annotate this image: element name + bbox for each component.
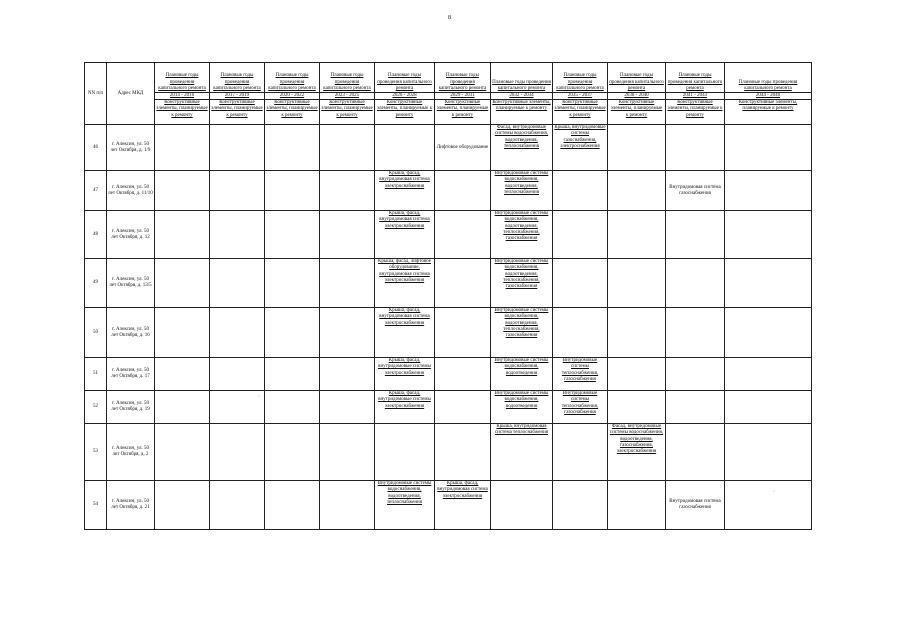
repair-elements-cell — [210, 171, 265, 211]
header-period-years: 2032 - 2034 — [491, 93, 553, 100]
header-row-elements — [85, 100, 812, 125]
repair-elements-cell: Крыша, фасад, внутридомовая система электроснабжения — [375, 308, 435, 358]
table-row — [85, 259, 812, 308]
repair-elements-cell — [666, 259, 725, 308]
repair-elements-cell: Крыша, фасад, внутридомовая система электроснабжения — [435, 481, 491, 530]
repair-elements-cell — [265, 391, 320, 424]
repair-elements-cell — [553, 171, 608, 211]
repair-elements-cell — [320, 308, 375, 358]
repair-elements-cell: Внутридомовые системы водоснабжения, водоотведения, теплоснабжения — [491, 171, 553, 211]
repair-elements-cell — [725, 259, 812, 308]
repair-elements-cell — [320, 424, 375, 481]
row-number: 46 — [85, 125, 107, 171]
repair-elements-cell: Внутридомовые системы водоснабжения, водоотведения, теплоснабжения — [375, 481, 435, 530]
repair-elements-cell — [666, 308, 725, 358]
repair-elements-cell — [435, 391, 491, 424]
header-period-years: 2035 - 2037 — [553, 93, 608, 100]
header-period-title: Плановые годы проведения капитального ремонта — [725, 63, 812, 93]
table-row — [85, 424, 812, 481]
row-address: г. Алексин, ул. 50 лет Октября, д. 11/10 — [107, 171, 155, 211]
repair-elements-cell: Фасад, внутридомовые системы водоснабжения, водоотведения, газоснабжения, электроснабжения — [608, 424, 666, 481]
repair-elements-cell — [725, 358, 812, 391]
repair-elements-cell — [155, 481, 210, 530]
repair-elements-cell — [725, 424, 812, 481]
stray-mark: · — [258, 394, 260, 400]
repair-elements-cell — [725, 171, 812, 211]
repair-elements-cell — [155, 259, 210, 308]
row-address: г. Алексин, ул. 50 лет Октября, д. 17 — [107, 358, 155, 391]
repair-elements-cell: Внутридомовые системы теплоснабжения, газоснабжения — [553, 358, 608, 391]
table-row — [85, 308, 812, 358]
header-period-title: Плановые годы проведения капитального ремонта — [491, 63, 553, 93]
repair-elements-cell: Внутридомовые системы водоснабжения, водоотведения, теплоснабжения, газоснабжения — [491, 211, 553, 259]
repair-elements-cell — [320, 211, 375, 259]
repair-elements-cell: Фасад, внутридомовые системы водоснабжения, водоотведения, теплоснабжения — [491, 125, 553, 171]
repair-elements-cell — [265, 481, 320, 530]
repair-elements-cell — [435, 211, 491, 259]
repair-elements-cell — [725, 391, 812, 424]
repair-elements-cell — [155, 125, 210, 171]
header-period-years: 2023 - 2025 — [320, 93, 375, 100]
repair-elements-cell — [265, 171, 320, 211]
repair-elements-cell — [210, 211, 265, 259]
repair-elements-cell — [265, 211, 320, 259]
repair-elements-cell: Внутридомовая система газоснабжения — [666, 171, 725, 211]
repair-elements-cell — [265, 424, 320, 481]
header-elements-label: Конструктивные элементы, планируемые к ремонту — [375, 100, 435, 125]
header-row-periods — [85, 63, 812, 93]
repair-elements-cell: Внутридомовые системы водоснабжения, водоотведения — [491, 358, 553, 391]
repair-elements-cell — [435, 358, 491, 391]
repair-elements-cell — [491, 481, 553, 530]
repair-elements-cell: Крыша, фасад, лифтовое оборудование, внутридомовая система электроснабжения — [375, 259, 435, 308]
repair-elements-cell — [320, 358, 375, 391]
repair-elements-cell — [155, 171, 210, 211]
repair-elements-cell: Крыша, фасад, внутридомовые системы электроснабжения — [375, 358, 435, 391]
repair-elements-cell — [210, 424, 265, 481]
repair-elements-cell — [553, 211, 608, 259]
row-address: г. Алексин, ул. 50 лет Октября, д. 19 — [107, 391, 155, 424]
repair-elements-cell — [666, 424, 725, 481]
header-elements-label: Конструктивные элементы, планируемые к ремонту — [210, 100, 265, 125]
repair-elements-cell — [553, 259, 608, 308]
repair-elements-cell: Внутридомовая система газоснабжения — [666, 481, 725, 530]
repair-elements-cell — [375, 424, 435, 481]
row-address: г. Алексин, ул. 50 лет Октября, д. 12 — [107, 211, 155, 259]
repair-elements-cell: Крыша, внутридомовые системы газоснабжения, электроснабжения — [553, 125, 608, 171]
header-period-years: 2038 - 2040 — [608, 93, 666, 100]
header-elements-label: Конструктивные элементы, планируемые к ремонту — [265, 100, 320, 125]
header-period-years: 2029 - 2031 — [435, 93, 491, 100]
row-number: 48 — [85, 211, 107, 259]
header-period-title: Плановые годы проведения капитального ремонта — [155, 63, 210, 93]
row-address: г. Алексин, ул. 50 лет Октября, д. 16 — [107, 308, 155, 358]
repair-elements-cell — [608, 308, 666, 358]
header-period-title: Плановые годы проведения капитального ремонта — [435, 63, 491, 93]
repair-elements-cell — [155, 391, 210, 424]
repair-elements-cell — [608, 259, 666, 308]
table-row — [85, 481, 812, 530]
row-address: г. Алексин, ул. 50 лет Октября, д. 21 — [107, 481, 155, 530]
repair-elements-cell — [320, 481, 375, 530]
repair-elements-cell — [210, 259, 265, 308]
table-row — [85, 211, 812, 259]
header-elements-label: Конструктивные элементы, планируемые к ремонту — [666, 100, 725, 125]
repair-elements-cell — [725, 211, 812, 259]
row-number: 52 — [85, 391, 107, 424]
repair-elements-cell — [265, 259, 320, 308]
repair-elements-cell: Лифтовое оборудование — [435, 125, 491, 171]
row-address: г. Алексин, ул. 50 лет Октября, д. 2 — [107, 424, 155, 481]
header-elements-label: Конструктивные элементы, планируемые к ремонту — [553, 100, 608, 125]
header-period-title: Плановые годы проведения капитального ремонта — [666, 63, 725, 93]
repair-elements-cell — [435, 171, 491, 211]
table-row — [85, 358, 812, 391]
repair-elements-cell — [155, 358, 210, 391]
header-period-years: 2020 - 2022 — [265, 93, 320, 100]
header-period-years: 2041 - 2043 — [666, 93, 725, 100]
repair-elements-cell — [666, 211, 725, 259]
row-number: 49 — [85, 259, 107, 308]
repair-elements-cell — [608, 125, 666, 171]
repair-elements-cell — [608, 391, 666, 424]
repair-elements-cell — [666, 391, 725, 424]
repair-elements-cell: Крыша, фасад, внутридомовая система электроснабжения — [375, 171, 435, 211]
repair-elements-cell — [210, 481, 265, 530]
repair-elements-cell — [210, 125, 265, 171]
repair-elements-cell — [155, 211, 210, 259]
repair-elements-cell — [435, 259, 491, 308]
repair-elements-cell — [155, 424, 210, 481]
page-number: 8 — [448, 15, 451, 21]
repair-elements-cell — [435, 424, 491, 481]
header-elements-label: Конструктивные элементы, планируемые к ремонту — [155, 100, 210, 125]
header-elements-label: Конструктивные элементы, планируемые к ремонту — [435, 100, 491, 125]
header-period-years: 2017 - 2019 — [210, 93, 265, 100]
header-elements-label: Конструктивные элементы, планируемые к ремонту — [725, 100, 812, 125]
header-period-title: Плановые годы проведения капитального ремонта — [553, 63, 608, 93]
header-elements-label: Конструктивные элементы, планируемые к ремонту — [491, 100, 553, 125]
table-row — [85, 391, 812, 424]
repair-elements-cell: Крыша, внутридомовая система теплоснабжения — [491, 424, 553, 481]
repair-elements-cell — [608, 211, 666, 259]
header-period-title: Плановые годы проведения капитального ремонта — [320, 63, 375, 93]
repair-elements-cell: Внутридомовые системы теплоснабжения, газоснабжения — [553, 391, 608, 424]
header-address: Адрес МКД — [107, 63, 155, 125]
stray-mark: · — [773, 489, 775, 495]
repair-elements-cell — [375, 125, 435, 171]
repair-elements-cell: Крыша, фасад, внутридомовые системы электроснабжения — [375, 391, 435, 424]
row-number: 54 — [85, 481, 107, 530]
repair-elements-cell — [155, 308, 210, 358]
header-period-title: Плановые годы проведения капитального ремонта — [210, 63, 265, 93]
repair-elements-cell — [320, 259, 375, 308]
repair-elements-cell — [725, 481, 812, 530]
repair-elements-cell — [608, 358, 666, 391]
repair-elements-cell — [265, 308, 320, 358]
row-address: г. Алексин, ул. 50 лет Октября, д. 1/9 — [107, 125, 155, 171]
repair-elements-cell — [210, 358, 265, 391]
header-number: NN п/п — [85, 63, 107, 125]
header-period-title: Плановые годы проведения капитального ремонта — [375, 63, 435, 93]
header-elements-label: Конструктивные элементы, планируемые к ремонту — [320, 100, 375, 125]
row-address: г. Алексин, ул. 50 лет Октября, д. 13/5 — [107, 259, 155, 308]
table-row — [85, 125, 812, 171]
repair-elements-cell — [210, 308, 265, 358]
header-row-years — [85, 93, 812, 100]
repair-elements-cell — [320, 125, 375, 171]
capital-repair-table — [84, 62, 812, 530]
repair-elements-cell — [725, 308, 812, 358]
row-number: 47 — [85, 171, 107, 211]
repair-elements-cell — [435, 308, 491, 358]
repair-elements-cell — [320, 171, 375, 211]
header-period-years: 2044 - 2046 — [725, 93, 812, 100]
repair-elements-cell — [265, 358, 320, 391]
table-row — [85, 171, 812, 211]
repair-elements-cell: Внутридомовые системы водоснабжения, водоотведения, теплоснабжения, газоснабжения — [491, 308, 553, 358]
repair-elements-cell: Внутридомовые системы водоснабжения, водоотведения, теплоснабжения, газоснабжения — [491, 259, 553, 308]
repair-elements-cell — [725, 125, 812, 171]
repair-elements-cell: Крыша, фасад, внутридомовая система электроснабжения — [375, 211, 435, 259]
row-number: 53 — [85, 424, 107, 481]
header-period-years: 2014 - 2016 — [155, 93, 210, 100]
repair-elements-cell — [210, 391, 265, 424]
header-period-title: Плановые годы проведения капитального ремонта — [608, 63, 666, 93]
row-number: 51 — [85, 358, 107, 391]
row-number: 50 — [85, 308, 107, 358]
repair-elements-cell — [553, 308, 608, 358]
repair-elements-cell: Внутридомовые системы водоснабжения, водоотведения — [491, 391, 553, 424]
repair-elements-cell — [265, 125, 320, 171]
repair-elements-cell — [608, 481, 666, 530]
header-elements-label: Конструктивные элементы, планируемые к ремонту — [608, 100, 666, 125]
repair-elements-cell — [320, 391, 375, 424]
header-period-title: Плановые годы проведения капитального ремонта — [265, 63, 320, 93]
repair-elements-cell — [666, 358, 725, 391]
repair-elements-cell — [666, 125, 725, 171]
repair-elements-cell — [553, 481, 608, 530]
repair-elements-cell — [608, 171, 666, 211]
header-period-years: 2026 - 2028 — [375, 93, 435, 100]
repair-elements-cell — [553, 424, 608, 481]
